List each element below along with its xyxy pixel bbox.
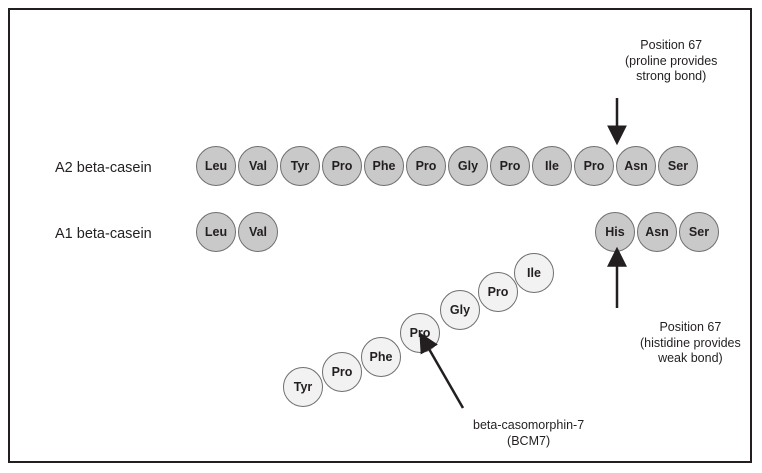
residue-a1-5: Ser: [679, 212, 719, 252]
residue-bcm7-1: Tyr: [283, 367, 323, 407]
residue-bcm7-5: Gly: [440, 290, 480, 330]
residue-a2-2: Val: [238, 146, 278, 186]
annotation-position-67-a2-line1: Position 67: [640, 38, 703, 52]
residue-a2-4: Pro: [322, 146, 362, 186]
annotation-position-67-a1-line1: Position 67: [659, 320, 722, 334]
residue-a2-8: Pro: [490, 146, 530, 186]
annotation-position-67-a2-line2: (proline provides: [625, 53, 718, 68]
annotation-bcm7-caption-line1: beta-casomorphin-7: [473, 418, 585, 432]
residue-bcm7-4: Pro: [400, 313, 440, 353]
residue-a2-12: Ser: [658, 146, 698, 186]
row-label-a1-beta-casein: A1 beta-casein: [55, 226, 152, 242]
residue-a2-9: Ile: [532, 146, 572, 186]
residue-a2-11: Asn: [616, 146, 656, 186]
annotation-bcm7-caption-line2: (BCM7): [507, 433, 551, 448]
annotation-position-67-a1: [640, 320, 741, 367]
residue-a1-1: Leu: [196, 212, 236, 252]
residue-bcm7-7: Ile: [514, 253, 554, 293]
residue-a2-3: Tyr: [280, 146, 320, 186]
residue-a2-7: Gly: [448, 146, 488, 186]
annotation-position-67-a1-line3: weak bond): [658, 351, 723, 366]
residue-a2-5: Phe: [364, 146, 404, 186]
annotation-position-67-a1-line2: (histidine provides: [640, 335, 741, 350]
residue-a1-2: Val: [238, 212, 278, 252]
annotation-position-67-a2: [625, 38, 717, 85]
residue-a1-3: His: [595, 212, 635, 252]
residue-bcm7-2: Pro: [322, 352, 362, 392]
annotation-bcm7-caption: [473, 418, 584, 449]
residue-bcm7-3: Phe: [361, 337, 401, 377]
residue-a2-10: Pro: [574, 146, 614, 186]
annotation-position-67-a2-line3: strong bond): [636, 69, 707, 84]
residue-a1-4: Asn: [637, 212, 677, 252]
residue-bcm7-6: Pro: [478, 272, 518, 312]
residue-a2-6: Pro: [406, 146, 446, 186]
residue-a2-1: Leu: [196, 146, 236, 186]
row-label-a2-beta-casein: A2 beta-casein: [55, 160, 152, 176]
